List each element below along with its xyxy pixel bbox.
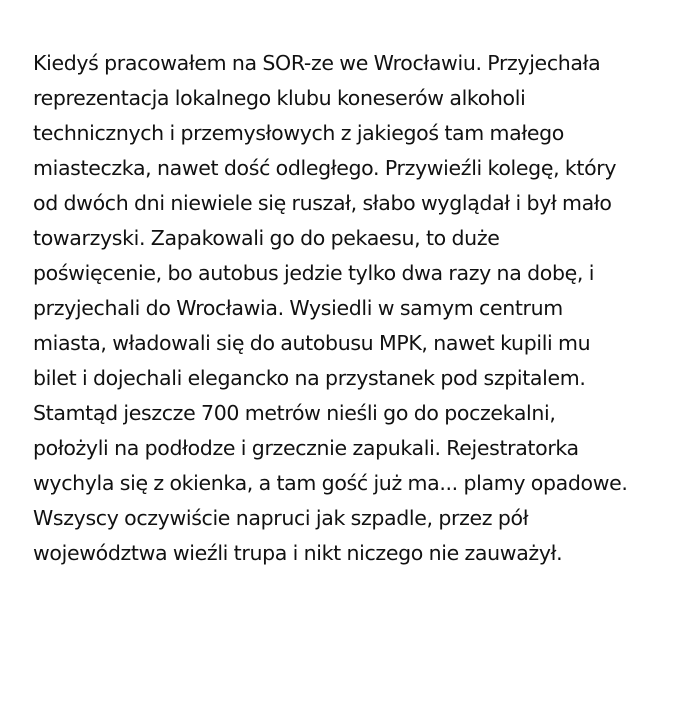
story-text-block (33, 46, 693, 571)
story-line: bilet i dojechali elegancko na przystanek pod szpitalem. (33, 366, 586, 390)
story-line: miasteczka, nawet dość odległego. Przywieźli kolegę, który (33, 156, 617, 180)
story-line: poświęcenie, bo autobus jedzie tylko dwa razy na dobę, i (33, 261, 595, 285)
story-line: technicznych i przemysłowych z jakiegoś tam małego (33, 121, 564, 145)
story-line: miasta, władowali się do autobusu MPK, nawet kupili mu (33, 331, 591, 355)
story-line: od dwóch dni niewiele się ruszał, słabo wyglądał i był mało (33, 191, 612, 215)
story-line: województwa wieźli trupa i nikt niczego nie zauważył. (33, 541, 563, 565)
story-line: Wszyscy oczywiście napruci jak szpadle, przez pół (33, 506, 529, 530)
story-line: reprezentacja lokalnego klubu koneserów alkoholi (33, 86, 526, 110)
story-line: położyli na podłodze i grzecznie zapukali. Rejestratorka (33, 436, 579, 460)
story-line: Stamtąd jeszcze 700 metrów nieśli go do poczekalni, (33, 401, 556, 425)
story-line: przyjechali do Wrocławia. Wysiedli w samym centrum (33, 296, 563, 320)
story-line: Kiedyś pracowałem na SOR-ze we Wrocławiu. Przyjechała (33, 51, 601, 75)
story-line: wychyla się z okienka, a tam gość już ma... plamy opadowe. (33, 471, 628, 495)
story-line: towarzyski. Zapakowali go do pekaesu, to duże (33, 226, 500, 250)
